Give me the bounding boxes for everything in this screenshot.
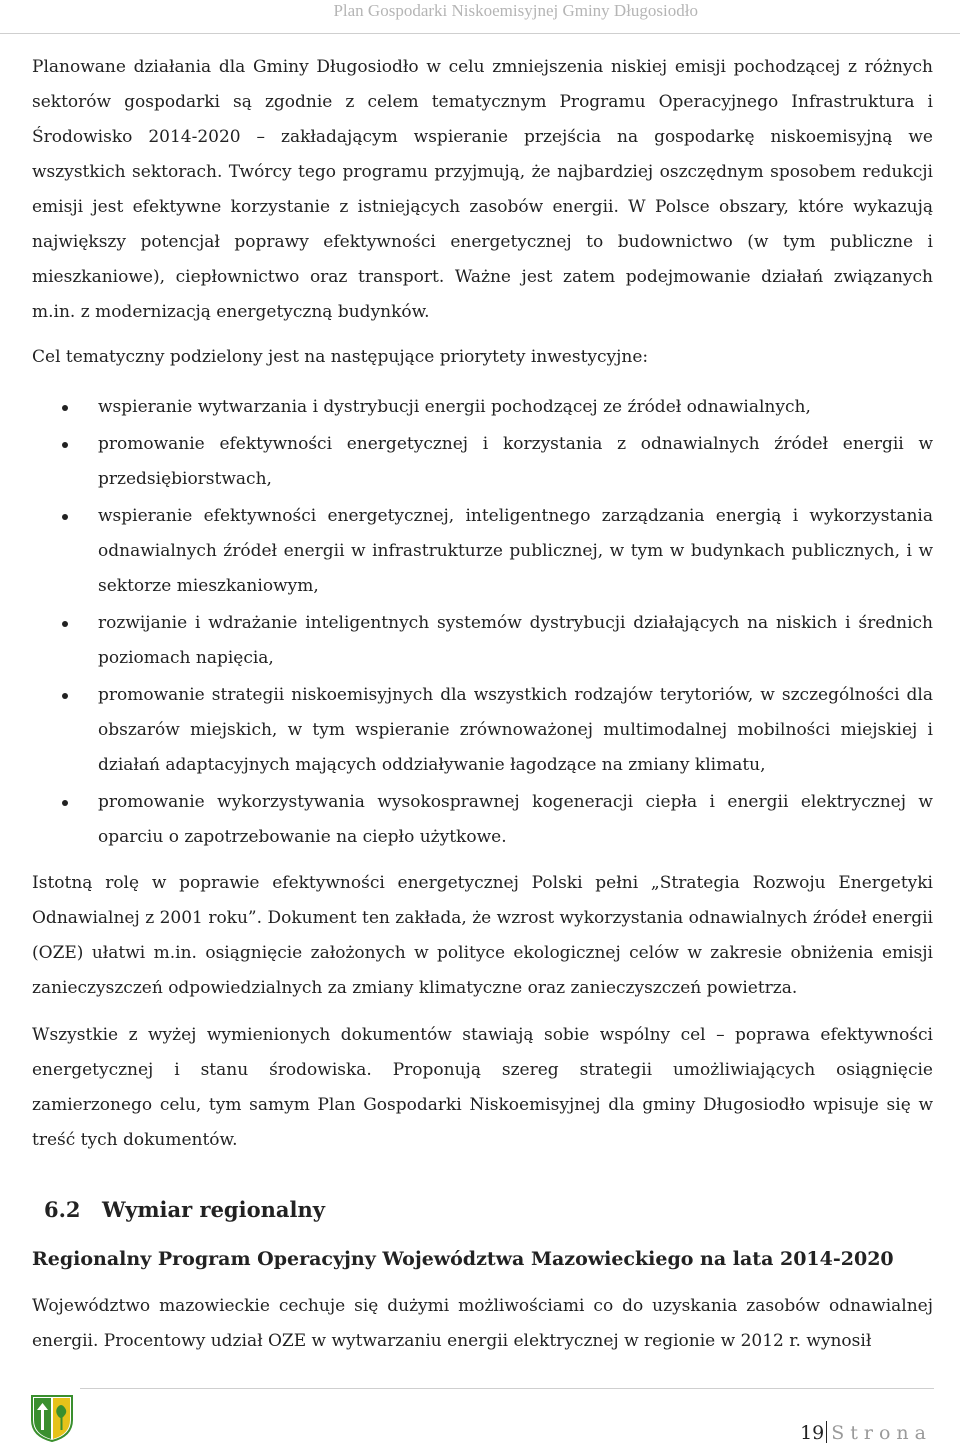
- page-number-value: 19: [800, 1422, 825, 1444]
- paragraph-priorities-lead: Cel tematyczny podzielony jest na następujące priorytety inwestycyjne:: [32, 347, 649, 367]
- list-item: [32, 427, 933, 497]
- bullet-icon: [62, 800, 68, 806]
- list-item-text: promowanie efektywności energetycznej i korzystania z odnawialnych źródeł energii w przedsiębiorstwach,: [98, 434, 933, 489]
- page-number-separator: [826, 1421, 827, 1443]
- priorities-list: [32, 390, 933, 857]
- list-item: [32, 785, 933, 855]
- bullet-icon: [62, 442, 68, 448]
- list-item: [32, 606, 933, 676]
- list-item-text: wspieranie efektywności energetycznej, inteligentnego zarządzania energią i wykorzystania odnawialnych źródeł energii w infrastrukturze publicznej, w tym w budynkach publicznych, i w sektorze mieszkaniowym,: [98, 506, 933, 596]
- bullet-icon: [62, 405, 68, 411]
- section-number: 6.2: [44, 1197, 81, 1222]
- list-item: [32, 678, 933, 783]
- list-item-text: wspieranie wytwarzania i dystrybucji energii pochodzącej ze źródeł odnawialnych,: [98, 397, 811, 417]
- bullet-icon: [62, 693, 68, 699]
- footer-divider: [80, 1388, 934, 1389]
- header-title: Plan Gospodarki Niskoemisyjnej Gminy Długosiodło: [333, 1, 698, 20]
- subsection-heading: Regionalny Program Operacyjny Województwa Mazowieckiego na lata 2014-2020: [32, 1248, 894, 1270]
- municipality-coat-of-arms-icon: [30, 1394, 74, 1442]
- paragraph-intro: Planowane działania dla Gminy Długosiodło w celu zmniejszenia niskiej emisji pochodzącej z różnych sektorów gospodarki są zgodnie z celem tematycznym Programu Operacyjnego Infrastruktura i Środowisko 2014-2020 – zakładającym wspieranie przejścia na gospodarkę niskoemisyjną we wszystkich sektorach. Twórcy tego programu przyjmują, że najbardziej oszczędnym sposobem redukcji emisji jest efektywne korzystanie z istniejących zasobów energii. W Polsce obszary, które wykazują największy potencjał poprawy efektywności energetycznej to budownictwo (w tym publiczne i mieszkaniowe), ciepłownictwo oraz transport. Ważne jest zatem podejmowanie działań związanych m.in. z modernizacją energetyczną budynków.: [32, 57, 933, 322]
- list-item-text: promowanie wykorzystywania wysokosprawnej kogeneracji ciepła i energii elektrycznej w oparciu o zapotrzebowanie na ciepło użytkowe.: [98, 792, 933, 847]
- paragraph-common-goal: Wszystkie z wyżej wymienionych dokumentów stawiają sobie wspólny cel – poprawa efektywności energetycznej i stanu środowiska. Proponują szereg strategii umożliwiających osiągnięcie zamierzonego celu, tym samym Plan Gospodarki Niskoemisyjnej dla gminy Długosiodło wpisuje się w treść tych dokumentów.: [32, 1025, 933, 1150]
- list-item-text: rozwijanie i wdrażanie inteligentnych systemów dystrybucji działających na niskich i średnich poziomach napięcia,: [98, 613, 933, 668]
- list-item-text: promowanie strategii niskoemisyjnych dla wszystkich rodzajów terytoriów, w szczególności dla obszarów miejskich, w tym wspieranie zrównoważonej multimodalnej mobilności miejskiej i działań adaptacyjnych mających oddziaływanie łagodzące na zmiany klimatu,: [98, 685, 933, 775]
- bullet-icon: [62, 514, 68, 520]
- bullet-icon: [62, 621, 68, 627]
- list-item: [32, 390, 933, 425]
- paragraph-strategy: Istotną rolę w poprawie efektywności energetycznej Polski pełni „Strategia Rozwoju Energetyki Odnawialnej z 2001 roku”. Dokument ten zakłada, że wzrost wykorzystania odnawialnych źródeł energii (OZE) ułatwi m.in. osiągnięcie założonych w polityce ekologicznej celów w zakresie obniżenia emisji zanieczyszczeń odpowiedzialnych za zmiany klimatyczne oraz zanieczyszczeń powietrza.: [32, 873, 933, 998]
- section-heading: [44, 1193, 325, 1227]
- list-item: [32, 499, 933, 604]
- header-divider: [0, 33, 960, 34]
- page-header: [0, 0, 960, 36]
- page-label: Strona: [831, 1422, 932, 1444]
- paragraph-mazowieckie: Województwo mazowieckie cechuje się dużymi możliwościami co do uzyskania zasobów odnawialnej energii. Procentowy udział OZE w wytwarzaniu energii elektrycznej w regionie w 2012 r. wynosił: [32, 1296, 933, 1351]
- page-number: [800, 1420, 932, 1446]
- section-title: Wymiar regionalny: [102, 1197, 325, 1222]
